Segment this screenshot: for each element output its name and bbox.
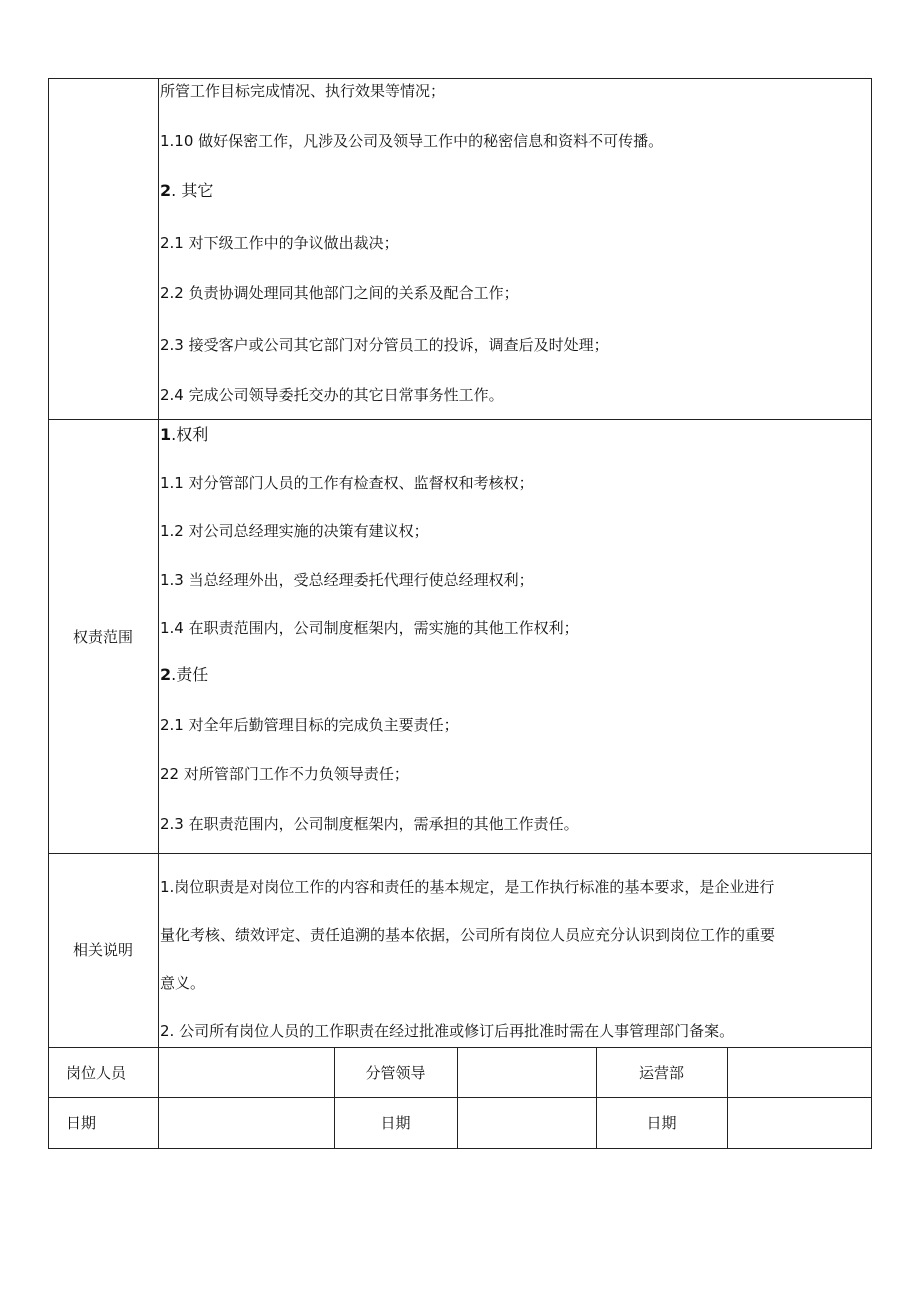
table-border-top	[48, 78, 872, 79]
signature-cell-operations[interactable]	[728, 1048, 871, 1097]
date-cell-supervisor[interactable]	[458, 1098, 596, 1148]
row-divider-duties	[48, 419, 872, 420]
section-title: .权利	[171, 425, 209, 444]
date-cell-operations[interactable]	[728, 1098, 871, 1148]
section-number: 2	[160, 181, 172, 200]
section-heading-other	[160, 181, 213, 201]
authority-label: 权责范围	[72, 628, 133, 646]
duty-item: 2.4 完成公司领导委托交办的其它日常事务性工作。	[160, 386, 504, 404]
signoff-date-label: 日期	[66, 1114, 97, 1132]
signoff-position-staff-label: 岗位人员	[66, 1064, 127, 1082]
section-heading-rights	[160, 425, 208, 445]
table-border-left	[48, 78, 49, 1149]
row-divider-authority	[48, 853, 872, 854]
duty-item: 2.3 接受客户或公司其它部门对分管员工的投诉，调查后及时处理；	[160, 336, 609, 354]
duty-item: 2.1 对下级工作中的争议做出裁决；	[160, 234, 399, 252]
table-border-bottom	[48, 1148, 872, 1149]
date-cell-staff[interactable]	[159, 1098, 334, 1148]
rights-item: 1.1 对分管部门人员的工作有检查权、监督权和考核权；	[160, 474, 534, 492]
signature-cell-supervisor[interactable]	[458, 1048, 596, 1097]
section-number: 2	[160, 665, 172, 684]
rights-item: 1.3 当总经理外出，受总经理委托代理行使总经理权利；	[160, 571, 534, 589]
section-heading-responsibility	[160, 665, 208, 685]
rights-item: 1.2 对公司总经理实施的决策有建议权；	[160, 522, 429, 540]
rights-item: 1.4 在职责范围内，公司制度框架内，需实施的其他工作权利；	[160, 619, 579, 637]
note-text: 1.岗位职责是对岗位工作的内容和责任的基本规定，是工作执行标准的基本要求，是企业进行	[160, 878, 775, 896]
signoff-date-label: 日期	[646, 1114, 677, 1132]
section-title: . 其它	[171, 181, 214, 200]
table-border-right	[871, 78, 872, 1149]
signoff-operations-label: 运营部	[638, 1064, 684, 1082]
note-text: 2. 公司所有岗位人员的工作职责在经过批准或修订后再批准时需在人事管理部门备案。	[160, 1022, 735, 1040]
notes-label: 相关说明	[72, 941, 133, 959]
duty-line: 所管工作目标完成情况、执行效果等情况；	[160, 82, 446, 100]
responsibility-item: 22 对所管部门工作不力负领导责任；	[160, 765, 409, 783]
note-text: 意义。	[160, 974, 206, 992]
signoff-date-label: 日期	[380, 1114, 411, 1132]
duty-line: 1.10 做好保密工作，凡涉及公司及领导工作中的秘密信息和资料不可传播。	[160, 132, 664, 150]
section-title: .责任	[171, 665, 209, 684]
responsibility-item: 2.1 对全年后勤管理目标的完成负主要责任；	[160, 716, 459, 734]
signature-cell-staff[interactable]	[159, 1048, 334, 1097]
job-description-table	[48, 78, 872, 1149]
label-column-divider	[158, 78, 159, 1149]
note-text: 量化考核、绩效评定、责任追溯的基本依据，公司所有岗位人员应充分认识到岗位工作的重要	[160, 926, 776, 944]
responsibility-item: 2.3 在职责范围内，公司制度框架内，需承担的其他工作责任。	[160, 815, 579, 833]
section-number: 1	[160, 425, 172, 444]
signoff-supervisor-label: 分管领导	[365, 1064, 426, 1082]
duty-item: 2.2 负责协调处理同其他部门之间的关系及配合工作；	[160, 284, 519, 302]
